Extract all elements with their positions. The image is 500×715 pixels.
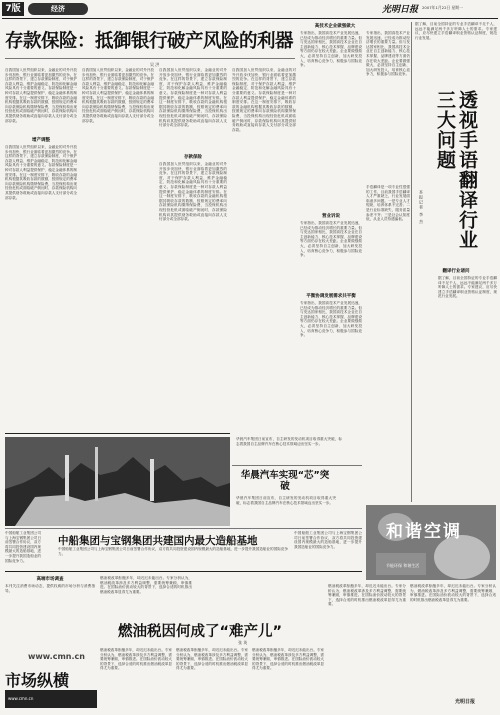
car-news-rule xyxy=(232,465,362,466)
center-top-col-1: 专家指出，我国高技术产业发展迅速，已经成为推动经济增长的重要力量。但与发达国家相比，我国高技术企业在自主创新能力、核心技术掌握、品牌建设等方面仍存在较大差距。企业要做强做大，必须坚持自主创新，加大研发投入，培育核心竞争力，积极参与国际竞争。 xyxy=(300,31,362,68)
bottom-col-2: 燃油税改革酝酿多年，却迟迟未能出台。专家分析认为，燃油税改革涉及多方利益调整，需要统筹兼顾，审慎推进。在国际油价波动较大的背景下，选择合适的时机推出燃油税改革显得尤为重要。 xyxy=(176,648,248,671)
bottom-left-body: 本刊关注消费市场动态，提供权威的市场分析与消费指导。 xyxy=(5,584,95,593)
lead-title: 存款保险：抵御银行破产风险的利器 xyxy=(5,31,294,52)
feature-title: 透视手语翻译行业三大问题 xyxy=(434,90,478,250)
car-news-title: 华晨汽车实现“芯”突破 xyxy=(240,470,330,492)
page-number-box xyxy=(2,2,24,16)
bottom-col-4: 燃油税改革酝酿多年，却迟迟未能出台。专家分析认为，燃油税改革涉及多方利益调整，需要统筹兼顾，审慎推进。在国际油价波动较大的背景下，选择合适的时机推出燃油税改革显得尤为重要。 xyxy=(328,584,406,607)
center-top-subhead-2: 平衡协调发展需求共平衡 xyxy=(306,294,356,299)
lead-col-3b: 自我国加入世贸组织以来，金融业的对外开放步伐加快，银行业面临着更加激烈的竞争。在这样的背景下，建立存款保险制度，对于保护存款人利益、维护金融稳定、防范和化解金融风险具有十分重要的意义。存款保险制度是一种对存款人利益提供保护、稳定金融体系的制度安排。在这一制度安排下，吸收存款的金融机构根据其吸收存款的数额，按照规定的费率向存款保险机构缴纳保险费，当投保机构出现经营危机或面临破产倒闭时，存款保险机构向其提供财务救助或直接向存款人支付部分或全部存款。 xyxy=(159,162,227,222)
lead-col-4: 自我国加入世贸组织以来，金融业的对外开放步伐加快，银行业面临着更加激烈的竞争。在这样的背景下，建立存款保险制度，对于保护存款人利益、维护金融稳定、防范和化解金融风险具有十分重要的意义。存款保险制度是一种对存款人利益提供保护、稳定金融体系的制度安排。在这一制度安排下，吸收存款的金融机构根据其吸收存款的数额，按照规定的费率向存款保险机构缴纳保险费，当投保机构出现经营危机或面临破产倒闭时，存款保险机构向其提供财务救助或直接向存款人支付部分或全部存款。 xyxy=(232,68,296,132)
center-top-col-2: 专家指出，我国高技术产业发展迅速，已经成为推动经济增长的重要力量。但与发达国家相比，我国高技术企业在自主创新能力、核心技术掌握、品牌建设等方面仍存在较大差距。企业要做强做大，必须坚持自主创新，加大研发投入，培育核心竞争力，积极参与国际竞争。 xyxy=(366,31,410,77)
bottom-left-subhead: 高端市场调查 xyxy=(36,577,64,582)
bottom-left-strip-text: www.cmn.cn xyxy=(8,696,34,701)
center-top-title: 高技术企业做强做大 xyxy=(314,24,356,29)
masthead xyxy=(2,2,498,18)
banner-title: 中船集团与宝钢集团共建国内最大造船基地 xyxy=(58,535,258,547)
photo-ad-caption: 节能环保 和谐生活 xyxy=(386,563,420,568)
bottom-byline: 张 英 xyxy=(238,640,248,645)
paper-name: 光明日报 xyxy=(382,5,419,15)
lead-title-rule xyxy=(5,58,295,59)
section-label: 经济 xyxy=(51,5,65,13)
lead-col-1: 自我国加入世贸组织以来，金融业的对外开放步伐加快，银行业面临着更加激烈的竞争。在这样的背景下，建立存款保险制度，对于保护存款人利益、维护金融稳定、防范和化解金融风险具有十分重要的意义。存款保险制度是一种对存款人利益提供保护、稳定金融体系的制度安排。在这一制度安排下，吸收存款的金融机构根据其吸收存款的数额，按照规定的费率向存款保险机构缴纳保险费，当投保机构出现经营危机或面临破产倒闭时，存款保险机构向其提供财务救助或直接向存款人支付部分或全部存款。 xyxy=(5,68,77,123)
right-col-body: 据了解，目前全国持证的专业手语翻译不足千人，远远不能满足两千多万听障人士的需求。专家建议，应尽快建立手语翻译职业资格认证制度，规范行业发展。 xyxy=(438,276,497,299)
feature-byline: 本报记者 李 杰 xyxy=(419,190,424,225)
industrial-photo-art xyxy=(5,437,230,526)
bottom-intro: 燃油税改革酝酿多年，却迟迟未能出台。专家分析认为，燃油税改革涉及多方利益调整，需要统筹兼顾，审慎推进。在国际油价波动较大的背景下，选择合适的时机推出燃油税改革显得尤为重要。 xyxy=(100,576,192,594)
photo-ad-title: 和谐空调 xyxy=(386,522,462,542)
photo-ad xyxy=(366,505,496,580)
section-tab xyxy=(28,3,88,15)
right-col-subhead: 翻译行业诸问 xyxy=(442,269,470,274)
masthead-rule xyxy=(2,18,498,19)
page-number: 7版 xyxy=(5,4,21,14)
industrial-photo xyxy=(5,437,230,526)
bottom-title: 燃油税因何成了“难产儿” xyxy=(118,624,283,640)
bottom-right-logo: 光明日报 xyxy=(455,699,476,705)
lead-subhead-1: 增产调整 xyxy=(32,138,50,143)
issue-date: 2007年1月22日 星期一 xyxy=(422,5,463,10)
lead-col-2: 自我国加入世贸组织以来，金融业的对外开放步伐加快，银行业面临着更加激烈的竞争。在这样的背景下，建立存款保险制度，对于保护存款人利益、维护金融稳定、防范和化解金融风险具有十分重要的意义。存款保险制度是一种对存款人利益提供保护、稳定金融体系的制度安排。在这一制度安排下，吸收存款的金融机构根据其吸收存款的数额，按照规定的费率向存款保险机构缴纳保险费，当投保机构出现经营危机或面临破产倒闭时，存款保险机构向其提供财务救助或直接向存款人支付部分或全部存款。 xyxy=(82,68,154,123)
center-top-col-1c: 专家指出，我国高技术产业发展迅速，已经成为推动经济增长的重要力量。但与发达国家相比，我国高技术企业在自主创新能力、核心技术掌握、品牌建设等方面仍存在较大差距。企业要做强做大，必须坚持自主创新，加大研发投入，培育核心竞争力，积极参与国际竞争。 xyxy=(300,301,362,338)
bottom-col-1: 燃油税改革酝酿多年，却迟迟未能出台。专家分析认为，燃油税改革涉及多方利益调整，需要统筹兼顾，审慎推进。在国际油价波动较大的背景下，选择合适的时机推出燃油税改革显得尤为重要。 xyxy=(100,648,172,671)
bottom-col-3: 燃油税改革酝酿多年，却迟迟未能出台。专家分析认为，燃油税改革涉及多方利益调整，需要统筹兼顾，审慎推进。在国际油价波动较大的背景下，选择合适的时机推出燃油税改革显得尤为重要。 xyxy=(252,648,324,671)
bottom-left-title: 市场纵横 xyxy=(5,671,70,690)
center-top-col-1b: 专家指出，我国高技术产业发展迅速，已经成为推动经济增长的重要力量。但与发达国家相比，我国高技术企业在自主创新能力、核心技术掌握、品牌建设等方面仍存在较大差距。企业要做强做大，必须坚持自主创新，加大研发投入，培育核心竞争力，积极参与国际竞争。 xyxy=(300,221,362,258)
feature-frame-rule xyxy=(411,22,412,502)
car-news-intro: 华晨汽车集团日前宣布，自主研发的发动机项目取得重大突破，标志着我国自主品牌汽车在核心技术领域迈出坚实一步。 xyxy=(236,437,342,446)
bottom-left-brand: www.cmn.cn xyxy=(28,652,85,661)
lead-byline: 吴 洪 xyxy=(150,62,160,67)
lead-col-1b: 自我国加入世贸组织以来，金融业的对外开放步伐加快，银行业面临着更加激烈的竞争。在这样的背景下，建立存款保险制度，对于保护存款人利益、维护金融稳定、防范和化解金融风险具有十分重要的意义。存款保险制度是一种对存款人利益提供保护、稳定金融体系的制度安排。在这一制度安排下，吸收存款的金融机构根据其吸收存款的数额，按照规定的费率向存款保险机构缴纳保险费，当投保机构出现经营危机或面临破产倒闭时，存款保险机构向其提供财务救助或直接向存款人支付部分或全部存款。 xyxy=(5,145,77,200)
banner-body: 中国船舶工业集团公司与上海宝钢集团公司日前签署合作协议，双方将共同投资建设国内规模最大的造船基地，进一步提升我国造船业的国际竞争力。 xyxy=(58,547,288,556)
banner-right-note: 中国船舶工业集团公司与上海宝钢集团公司日前签署合作协议，双方将共同投资建设国内规模最大的造船基地，进一步提升我国造船业的国际竞争力。 xyxy=(294,531,362,549)
car-news-body: 华晨汽车集团日前宣布，自主研发的发动机项目取得重大突破，标志着我国自主品牌汽车在核心技术领域迈出坚实一步。 xyxy=(236,496,336,505)
banner-left-note: 中国船舶工业集团公司与上海宝钢集团公司日前签署合作协议，双方将共同投资建设国内规模最大的造船基地，进一步提升我国造船业的国际竞争力。 xyxy=(5,531,41,563)
banner-rule-bottom xyxy=(5,571,362,572)
banner-rule-top xyxy=(5,528,362,529)
lead-subhead-2: 存款保险 xyxy=(184,155,202,160)
right-col-top: 据了解，目前全国持证的专业手语翻译不足千人，远远不能满足两千多万听障人士的需求。专家建议，应尽快建立手语翻译职业资格认证制度，规范行业发展。 xyxy=(415,22,497,40)
center-top-subhead: 营业诉说 xyxy=(322,214,340,219)
mid-rule xyxy=(5,433,230,434)
bottom-col-5: 燃油税改革酝酿多年，却迟迟未能出台。专家分析认为，燃油税改革涉及多方利益调整，需要统筹兼顾，审慎推进。在国际油价波动较大的背景下，选择合适的时机推出燃油税改革显得尤为重要。 xyxy=(410,584,496,602)
feature-col-left: 手语翻译是一项专业性很强的工作，目前我国手语翻译人才严重缺乏，行业发展面临诸多问题。一是专业人才短缺，培养体系不完善；二是行业标准缺失，服务质量参差不齐；三是社会认知度低，从业人员待遇偏低。 xyxy=(366,185,410,222)
lead-col-3: 自我国加入世贸组织以来，金融业的对外开放步伐加快，银行业面临着更加激烈的竞争。在这样的背景下，建立存款保险制度，对于保护存款人利益、维护金融稳定、防范和化解金融风险具有十分重要的意义。存款保险制度是一种对存款人利益提供保护、稳定金融体系的制度安排。在这一制度安排下，吸收存款的金融机构根据其吸收存款的数额，按照规定的费率向存款保险机构缴纳保险费，当投保机构出现经营危机或面临破产倒闭时，存款保险机构向其提供财务救助或直接向存款人支付部分或全部存款。 xyxy=(159,68,227,128)
